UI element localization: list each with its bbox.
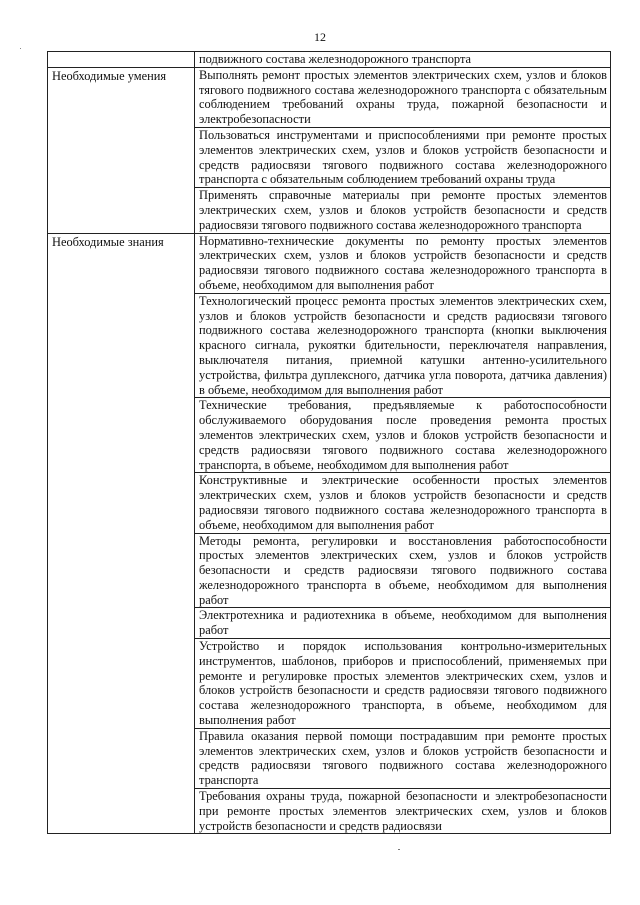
table-cell — [195, 473, 611, 533]
table-cell — [195, 789, 611, 834]
table-row — [48, 52, 611, 68]
table-cell — [195, 533, 611, 608]
knowledge-label: Необходимые знания — [52, 234, 164, 249]
empty-label-cell — [48, 52, 195, 68]
knowledge-item: Требования охраны труда, пожарной безопасности и электробезопасности при ремонте простых элементов электрических схем, узлов и блоков устройств безопасности и средств радиосвязи — [199, 789, 607, 833]
scan-speck — [20, 48, 21, 49]
knowledge-item: Электротехника и радиотехника в объеме, необходимом для выполнения работ — [199, 608, 607, 638]
page-number: 12 — [314, 30, 326, 44]
skill-item: Пользоваться инструментами и приспособлениями при ремонте простых элементов электрических схем, узлов и блоков устройств безопасности и средств радиосвязи тягового подвижного состава железнодорожного транспорта с обязательным соблюдением требований охраны труда — [199, 127, 607, 187]
knowledge-item: Устройство и порядок использования контрольно-измерительных инструментов, шаблонов, приборов и приспособлений, применяемых при ремонте и регулировке простых элементов электрических схем, узлов и блоков устройств безопасности и средств радиосвязи тягового подвижного состава железнодорожного транспорта, в объеме, необходимом для выполнения работ — [199, 639, 607, 728]
knowledge-label-cell — [48, 233, 195, 834]
table-cell — [195, 233, 611, 293]
competency-table — [47, 51, 611, 834]
knowledge-item: Методы ремонта, регулировки и восстановления работоспособности простых элементов электрических схем, узлов и блоков устройств безопасности и средств радиосвязи тягового подвижного состава железнодорожного транспорта в объеме, необходимом для выполнения работ — [199, 533, 607, 607]
knowledge-item: Технологический процесс ремонта простых элементов электрических схем, узлов и блоков устройств безопасности и средств радиосвязи тягового подвижного состава железнодорожного транспорта (кнопки выключения красного сигнала, рукоятки бдительности, переключателя направления, выключателя питания, приемной катушки антенно-усилительного устройства, фильтра дуплексного, датчика угла поворота, датчика давления) в объеме, необходимом для выполнения работ — [199, 293, 607, 397]
table-cell — [195, 293, 611, 398]
table-cell — [195, 398, 611, 473]
table-cell — [195, 67, 611, 127]
table-cell — [195, 188, 611, 233]
table-cell — [195, 639, 611, 729]
knowledge-item: Технические требования, предъявляемые к работоспособности обслуживаемого оборудования после проведения ремонта простых элементов электрических схем, узлов и блоков устройств безопасности и средств радиосвязи тягового подвижного состава железнодорожного транспорта, в объеме, необходимом для выполнения работ — [199, 398, 607, 472]
skill-item: Применять справочные материалы при ремонте простых элементов электрических схем, узлов и блоков устройств безопасности и средств радиосвязи тягового подвижного состава железнодорожного транспорта — [199, 188, 607, 232]
table-cell — [195, 52, 611, 68]
table-cell — [195, 608, 611, 639]
table-row — [48, 233, 611, 293]
continuation-text: подвижного состава железнодорожного транспорта — [199, 52, 472, 66]
knowledge-item: Конструктивные и электрические особенности простых элементов электрических схем, узлов и блоков устройств безопасности и средств радиосвязи тягового подвижного состава железнодорожного транспорта в объеме, необходимом для выполнения работ — [199, 473, 607, 532]
table-cell — [195, 127, 611, 187]
table-cell — [195, 728, 611, 788]
skills-label: Необходимые умения — [52, 68, 167, 83]
knowledge-item: Правила оказания первой помощи пострадавшим при ремонте простых элементов электрических схем, узлов и блоков устройств безопасности и средств радиосвязи тягового подвижного состава железнодорожного транспорта — [199, 728, 607, 788]
knowledge-item: Нормативно-технические документы по ремонту простых элементов электрических схем, узлов и блоков устройств безопасности и средств радиосвязи тягового подвижного состава железнодорожного транспорта в объеме, необходимом для выполнения работ — [199, 233, 607, 292]
skill-item: Выполнять ремонт простых элементов электрических схем, узлов и блоков тягового подвижного состава железнодорожного транспорта с обязательным соблюдением требований охраны труда, пожарной безопасности и электробезопасности — [199, 67, 607, 127]
skills-label-cell — [48, 67, 195, 233]
table-row — [48, 67, 611, 127]
scan-speck — [398, 849, 400, 850]
